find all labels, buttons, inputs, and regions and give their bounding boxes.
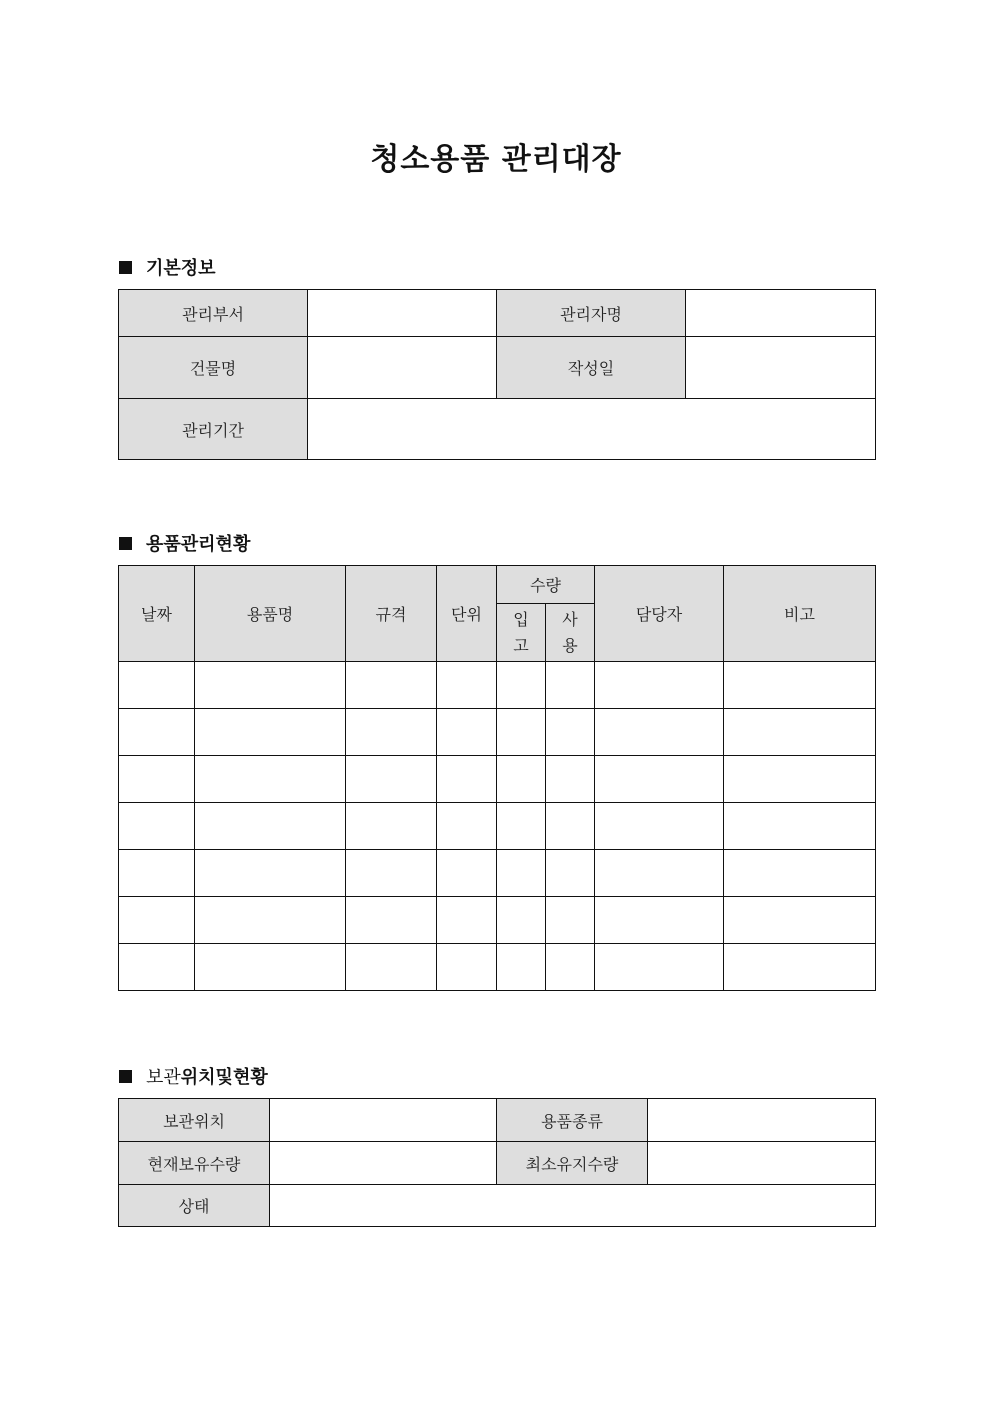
date-cell[interactable] [119,897,195,944]
spec-cell[interactable] [346,756,437,803]
incoming-header-char-2: 고 [513,635,529,655]
item-name-cell[interactable] [195,662,346,709]
unit-cell[interactable] [437,709,497,756]
manager-name-label: 관리자명 [497,290,686,337]
item-name-cell[interactable] [195,944,346,991]
item-name-cell[interactable] [195,756,346,803]
remarks-cell[interactable] [724,709,876,756]
table-row [119,850,876,897]
current-quantity-field[interactable] [270,1142,497,1185]
date-cell[interactable] [119,803,195,850]
management-period-label: 관리기간 [119,399,308,460]
remarks-cell[interactable] [724,897,876,944]
unit-cell[interactable] [437,756,497,803]
table-row [119,803,876,850]
table-row [119,709,876,756]
building-name-label: 건물명 [119,337,308,399]
basic-info-table [118,289,876,460]
square-bullet-icon [119,261,132,274]
table-row [119,756,876,803]
incoming-cell[interactable] [497,944,546,991]
storage-heading-light-text: 보관 [146,1067,181,1088]
usage-cell[interactable] [546,756,595,803]
person-in-charge-cell[interactable] [595,803,724,850]
building-name-field[interactable] [308,337,497,399]
usage-cell[interactable] [546,709,595,756]
created-date-field[interactable] [686,337,876,399]
created-date-label: 작성일 [497,337,686,399]
item-name-cell[interactable] [195,709,346,756]
date-header: 날짜 [119,566,195,662]
spec-cell[interactable] [346,709,437,756]
current-quantity-label: 현재보유수량 [119,1142,270,1185]
square-bullet-icon [119,537,132,550]
square-bullet-icon [119,1070,132,1083]
spec-cell[interactable] [346,803,437,850]
usage-cell[interactable] [546,662,595,709]
date-cell[interactable] [119,662,195,709]
storage-location-field[interactable] [270,1099,497,1142]
remarks-header: 비고 [724,566,876,662]
supply-rows [119,662,876,991]
remarks-cell[interactable] [724,803,876,850]
page-title: 청소용품 관리대장 [370,142,622,177]
condition-label: 상태 [119,1185,270,1227]
spec-cell[interactable] [346,897,437,944]
manager-name-field[interactable] [686,290,876,337]
person-in-charge-header: 담당자 [595,566,724,662]
usage-cell[interactable] [546,850,595,897]
unit-cell[interactable] [437,944,497,991]
remarks-cell[interactable] [724,662,876,709]
department-field[interactable] [308,290,497,337]
item-name-cell[interactable] [195,803,346,850]
condition-field[interactable] [270,1185,876,1227]
incoming-header-char-1: 입 [513,609,529,629]
usage-cell[interactable] [546,897,595,944]
person-in-charge-cell[interactable] [595,850,724,897]
storage-location-label: 보관위치 [119,1099,270,1142]
storage-table [118,1098,876,1227]
spec-header: 규격 [346,566,437,662]
incoming-cell[interactable] [497,709,546,756]
unit-header: 단위 [437,566,497,662]
quantity-header: 수량 [497,566,595,604]
person-in-charge-cell[interactable] [595,662,724,709]
unit-cell[interactable] [437,662,497,709]
supplies-status-heading [119,530,250,556]
person-in-charge-cell[interactable] [595,709,724,756]
management-period-field[interactable] [308,399,876,460]
unit-cell[interactable] [437,850,497,897]
usage-header-char-1: 사 [562,609,578,629]
storage-heading [119,1063,268,1089]
remarks-cell[interactable] [724,850,876,897]
incoming-header [497,604,546,662]
basic-info-heading [119,254,216,280]
table-row [119,662,876,709]
department-label: 관리부서 [119,290,308,337]
incoming-cell[interactable] [497,756,546,803]
min-quantity-label: 최소유지수량 [497,1142,648,1185]
supplies-status-table [118,565,876,991]
incoming-cell[interactable] [497,803,546,850]
table-row [119,944,876,991]
item-name-cell[interactable] [195,850,346,897]
item-type-label: 용품종류 [497,1099,648,1142]
usage-header [546,604,595,662]
person-in-charge-cell[interactable] [595,897,724,944]
incoming-cell[interactable] [497,662,546,709]
item-name-header: 용품명 [195,566,346,662]
incoming-cell[interactable] [497,850,546,897]
unit-cell[interactable] [437,897,497,944]
min-quantity-field[interactable] [648,1142,876,1185]
incoming-cell[interactable] [497,897,546,944]
remarks-cell[interactable] [724,944,876,991]
usage-cell[interactable] [546,803,595,850]
date-cell[interactable] [119,944,195,991]
date-cell[interactable] [119,709,195,756]
item-type-field[interactable] [648,1099,876,1142]
item-name-cell[interactable] [195,897,346,944]
date-cell[interactable] [119,850,195,897]
storage-heading-bold-text: 위치및현황 [180,1067,268,1088]
spec-cell[interactable] [346,662,437,709]
spec-cell[interactable] [346,850,437,897]
usage-cell[interactable] [546,944,595,991]
spec-cell[interactable] [346,944,437,991]
person-in-charge-cell[interactable] [595,944,724,991]
remarks-cell[interactable] [724,756,876,803]
unit-cell[interactable] [437,803,497,850]
table-row [119,897,876,944]
supplies-status-heading-text: 용품관리현황 [146,534,251,555]
usage-header-char-2: 용 [562,635,578,655]
basic-info-heading-text: 기본정보 [146,258,216,279]
date-cell[interactable] [119,756,195,803]
person-in-charge-cell[interactable] [595,756,724,803]
